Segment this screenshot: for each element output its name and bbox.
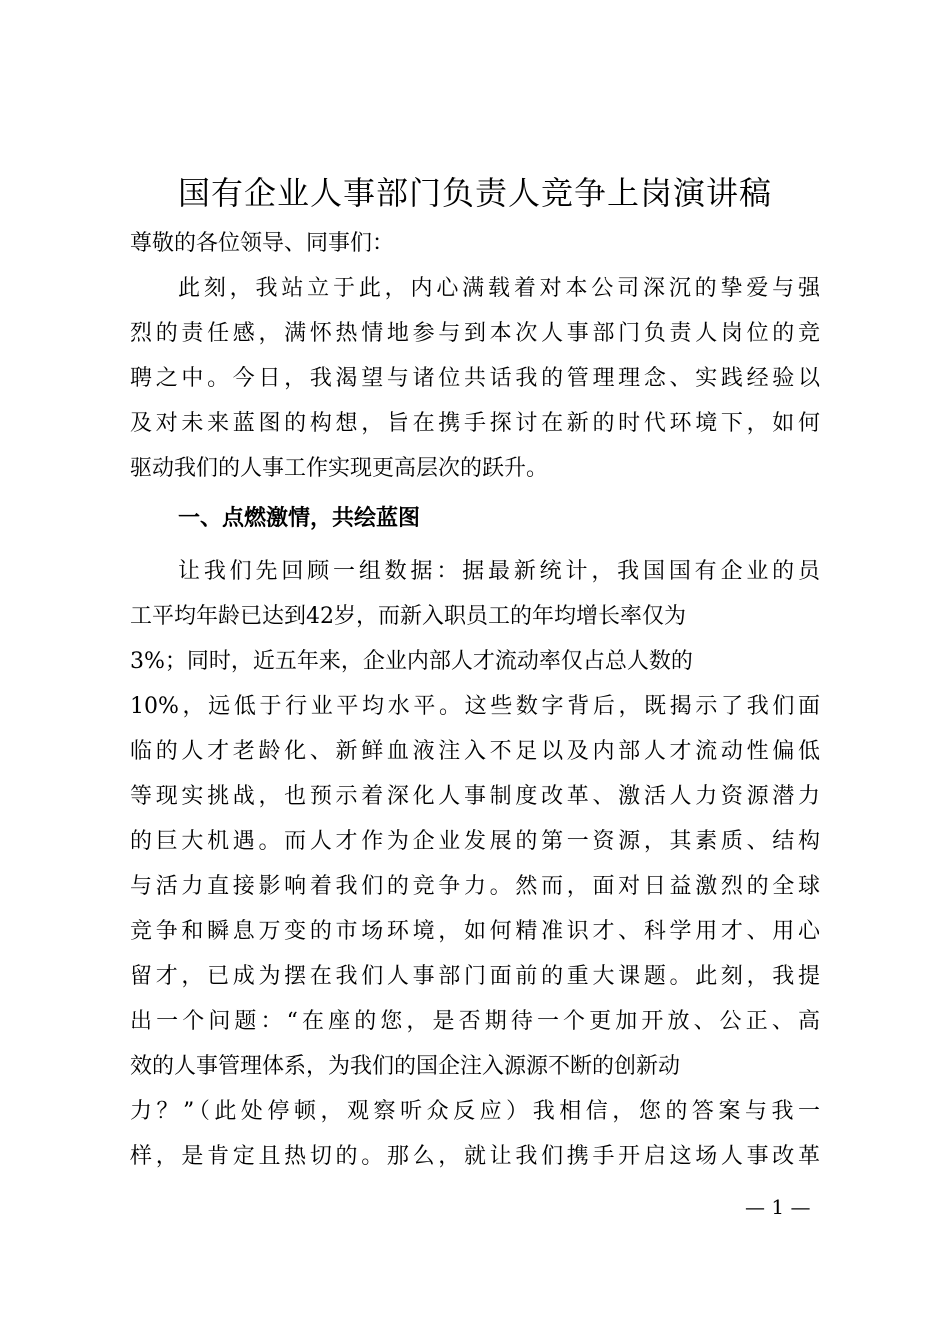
data-review-paragraph <box>130 549 820 1179</box>
paragraph-line: 与活力直接影响着我们的竞争力。然而，面对日益激烈的全球 <box>130 874 820 899</box>
paragraph-line: 驱动我们的人事工作实现更高层次的跃升。 <box>130 456 549 481</box>
paragraph-line: 此刻，我站立于此，内心满载着对本公司深沉的挚爱与强 <box>178 276 820 301</box>
paragraph-line: 样，是肯定且热切的。那么，就让我们携手开启这场人事改革 <box>130 1144 820 1169</box>
paragraph-line: 烈的责任感，满怀热情地参与到本次人事部门负责人岗位的竞 <box>130 321 820 346</box>
paragraph-line: 及对未来蓝图的构想，旨在携手探讨在新的时代环境下，如何 <box>130 411 820 436</box>
paragraph-line: 10%，远低于行业平均水平。这些数字背后，既揭示了我们面 <box>130 694 820 719</box>
paragraph-line: 等现实挑战，也预示着深化人事制度改革、激活人力资源潜力 <box>130 784 820 809</box>
paragraph-line: 临的人才老龄化、新鲜血液注入不足以及内部人才流动性偏低 <box>130 739 820 764</box>
paragraph-line: 的巨大机遇。而人才作为企业发展的第一资源，其素质、结构 <box>130 829 820 854</box>
salutation: 尊敬的各位领导、同事们： <box>130 231 395 256</box>
paragraph-line: 让我们先回顾一组数据：据最新统计，我国国有企业的员 <box>178 559 820 584</box>
paragraph-line: 工平均年龄已达到42岁，而新入职员工的年均增长率仅为 <box>130 604 686 629</box>
paragraph-line: 出一个问题：“在座的您，是否期待一个更加开放、公正、高 <box>130 1009 820 1034</box>
document-title: 国有企业人事部门负责人竞争上岗演讲稿 <box>177 174 772 212</box>
paragraph-line: 力？”（此处停顿，观察听众反应）我相信，您的答案与我一 <box>130 1099 820 1124</box>
paragraph-line: 3%；同时，近五年来，企业内部人才流动率仅占总人数的 <box>130 649 693 674</box>
section-heading: 一、点燃激情，共绘蓝图 <box>178 506 421 531</box>
page-number: — 1 — <box>745 1195 811 1219</box>
paragraph-line: 聘之中。今日，我渴望与诸位共话我的管理理念、实践经验以 <box>130 366 820 391</box>
paragraph-line: 竞争和瞬息万变的市场环境，如何精准识才、科学用才、用心 <box>130 919 820 944</box>
paragraph-line: 效的人事管理体系，为我们的国企注入源源不断的创新动 <box>130 1054 681 1079</box>
paragraph-line: 留才，已成为摆在我们人事部门面前的重大课题。此刻，我提 <box>130 964 820 989</box>
opening-paragraph <box>130 266 820 491</box>
